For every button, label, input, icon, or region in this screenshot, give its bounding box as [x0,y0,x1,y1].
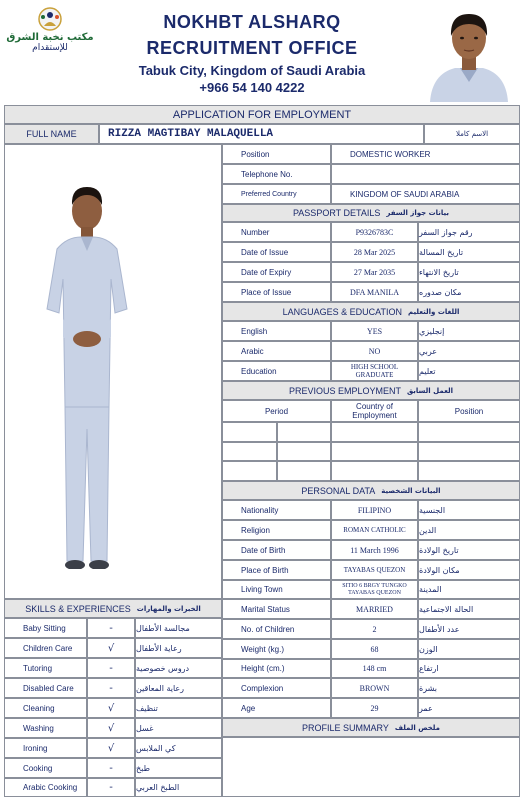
profile-summary-body [222,737,520,797]
skill-mark-tutoring: - [87,658,135,678]
skill-mark-arabic-cooking: - [87,778,135,797]
complexion-value: BROWN [331,678,418,698]
living-town-label: Living Town [222,580,331,599]
position-value: DOMESTIC WORKER [331,144,520,164]
weight-value: 68 [331,639,418,659]
date-of-birth-label: Date of Birth [222,540,331,560]
skills-section-title-arabic: الخبرات والمهارات [136,604,201,613]
skill-label-arabic-disabled-care: رعاية المعاقين [135,678,222,698]
logo-arabic-line2: للإستقدام [32,43,68,53]
weight-label: Weight (kg.) [222,639,331,659]
company-logo [6,6,94,56]
skill-mark-disabled-care: - [87,678,135,698]
living-town-label-arabic: المدينة [418,580,520,599]
date-of-birth-value: 11 March 1996 [331,540,418,560]
date-of-expiry-label: Date of Expiry [222,262,331,282]
skill-label-baby-sitting: Baby Sitting [4,618,87,638]
languages-section-header [222,302,520,321]
employment-row-3-period-to [277,461,331,481]
form-title: APPLICATION FOR EMPLOYMENT [4,105,520,124]
applicant-portrait-photo [420,4,518,102]
marital-status-label-arabic: الحالة الاجتماعية [418,599,520,619]
employment-row-3-period-from [222,461,277,481]
skill-label-cooking: Cooking [4,758,87,778]
employment-row-2-period-to [277,442,331,461]
marital-status-label: Marital Status [222,599,331,619]
height-label-arabic: ارتفاع [418,659,520,678]
passport-section-title: PASSPORT DETAILS [292,208,381,218]
previous-employment-title: PREVIOUS EMPLOYMENT [288,385,401,396]
skill-label-arabic-cleaning: تنظيف [135,698,222,718]
personal-data-title: PERSONAL DATA [301,485,376,496]
employment-row-2-position [418,442,520,461]
date-of-issue-value: 28 Mar 2025 [331,242,418,262]
nationality-value: FILIPINO [331,500,418,520]
full-body-photo-frame [4,144,222,599]
skill-label-arabic-cooking-en: Arabic Cooking [4,778,87,797]
employment-row-2-period-from [222,442,277,461]
employment-row-3-position [418,461,520,481]
children-value: 2 [331,619,418,639]
marital-status-value: MARRIED [331,599,418,619]
skills-section-header [4,599,222,618]
skill-label-arabic-cooking: طبخ [135,758,222,778]
place-of-issue-label: Place of Issue [222,282,331,302]
full-name-row [4,124,520,144]
country-header-line1: Country of [356,402,393,411]
skill-label-tutoring: Tutoring [4,658,87,678]
place-of-birth-label: Place of Birth [222,560,331,580]
company-name-line2: RECRUITMENT OFFICE [146,38,358,58]
full-name-value: RIZZA MAGTIBAY MALAQUELLA [99,124,424,144]
profile-summary-section-header [222,718,520,737]
skill-mark-baby-sitting: - [87,618,135,638]
personal-data-section-header [222,481,520,500]
age-value: 29 [331,698,418,718]
position-column-header: Position [418,400,520,422]
preferred-country-value: KINGDOM OF SAUDI ARABIA [331,184,520,204]
children-label-arabic: عدد الأطفال [418,619,520,639]
skill-mark-cooking: - [87,758,135,778]
passport-number-label: Number [222,222,331,242]
age-label-arabic: عمر [418,698,520,718]
passport-number-value: P9326783C [331,222,418,242]
passport-number-label-arabic: رقم جواز السفر [418,222,520,242]
living-town-value-line1: SITIO 6 BRGY TUNGKO [342,582,407,589]
company-city: Tabuk City, Kingdom of Saudi Arabia [138,63,366,78]
country-of-employment-column-header [331,400,418,422]
skill-label-arabic-tutoring: دروس خصوصية [135,658,222,678]
skills-section-title: SKILLS & EXPERIENCES [25,603,131,614]
place-of-issue-label-arabic: مكان صدوره [418,282,520,302]
place-of-birth-value: TAYABAS QUEZON [331,560,418,580]
company-phone: +966 54 140 4222 [199,80,305,95]
skill-label-arabic-baby-sitting: مجالسة الأطفال [135,618,222,638]
country-header-line2: Employment [352,411,397,420]
date-of-issue-label: Date of Issue [222,242,331,262]
date-of-expiry-value: 27 Mar 2035 [331,262,418,282]
complexion-label-arabic: بشرة [418,678,520,698]
skill-mark-children-care: √ [87,638,135,658]
weight-label-arabic: الوزن [418,639,520,659]
employment-row-1-country [331,422,418,442]
english-label: English [222,321,331,341]
position-label: Position [222,144,331,164]
skill-label-children-care: Children Care [4,638,87,658]
passport-section-header [222,204,520,222]
skill-label-arabic-arabic-cooking: الطبخ العربي [135,778,222,797]
skill-label-washing: Washing [4,718,87,738]
previous-employment-section-header [222,381,520,400]
full-name-label: FULL NAME [4,124,99,144]
period-column-header: Period [222,400,331,422]
religion-label-arabic: الدين [418,520,520,540]
employment-row-1-period-to [277,422,331,442]
languages-section-title-arabic: اللغات والتعليم [408,307,460,316]
date-of-birth-label-arabic: تاريخ الولادة [418,540,520,560]
education-value: HIGH SCHOOL GRADUATE [331,361,418,381]
place-of-issue-value: DFA MANILA [331,282,418,302]
skill-label-disabled-care: Disabled Care [4,678,87,698]
nationality-label-arabic: الجنسية [418,500,520,520]
religion-label: Religion [222,520,331,540]
personal-data-title-arabic: البيانات الشخصية [381,486,441,495]
english-label-arabic: إنجليزي [418,321,520,341]
employment-row-1-position [418,422,520,442]
profile-summary-title-arabic: ملخص الملف [394,723,440,732]
complexion-label: Complexion [222,678,331,698]
arabic-label: Arabic [222,341,331,361]
full-name-label-arabic: الاسم كاملا [424,124,520,144]
living-town-value [331,580,418,599]
education-label: Education [222,361,331,381]
logo-arabic-line1: مكتب نخبة الشرق [6,32,94,43]
employment-row-1-period-from [222,422,277,442]
skill-mark-cleaning: √ [87,698,135,718]
header [0,0,524,106]
arabic-value: NO [331,341,418,361]
height-value: 148 cm [331,659,418,678]
skill-label-cleaning: Cleaning [4,698,87,718]
applicant-full-body-photo [27,169,157,569]
profile-summary-title: PROFILE SUMMARY [302,722,389,733]
skill-mark-washing: √ [87,718,135,738]
employment-row-3-country [331,461,418,481]
employment-row-2-country [331,442,418,461]
telephone-label: Telephone No. [222,164,331,184]
passport-section-title-arabic: بيانات جواز السفر [386,209,450,217]
languages-section-title: LANGUAGES & EDUCATION [282,306,403,317]
education-label-arabic: تعليم [418,361,520,381]
previous-employment-title-arabic: العمل السابق [406,386,454,395]
nationality-label: Nationality [222,500,331,520]
company-name-line1: NOKHBT ALSHARQ [163,12,341,32]
telephone-value [331,164,520,184]
arabic-label-arabic: عربي [418,341,520,361]
skill-label-arabic-ironing: كي الملابس [135,738,222,758]
skill-label-arabic-washing: غسل [135,718,222,738]
logo-mark-icon [34,6,66,32]
date-of-issue-label-arabic: تاريخ المسالة [418,242,520,262]
skill-mark-ironing: √ [87,738,135,758]
height-label: Height (cm.) [222,659,331,678]
age-label: Age [222,698,331,718]
skill-label-arabic-children-care: رعاية الأطفال [135,638,222,658]
place-of-birth-label-arabic: مكان الولادة [418,560,520,580]
living-town-value-line2: TAYABAS QUEZON [348,589,401,596]
children-label: No. of Children [222,619,331,639]
preferred-country-label: Preferred Country [222,184,331,204]
english-value: YES [331,321,418,341]
religion-value: ROMAN CATHOLIC [331,520,418,540]
date-of-expiry-label-arabic: تاريخ الانتهاء [418,262,520,282]
skill-label-ironing: Ironing [4,738,87,758]
